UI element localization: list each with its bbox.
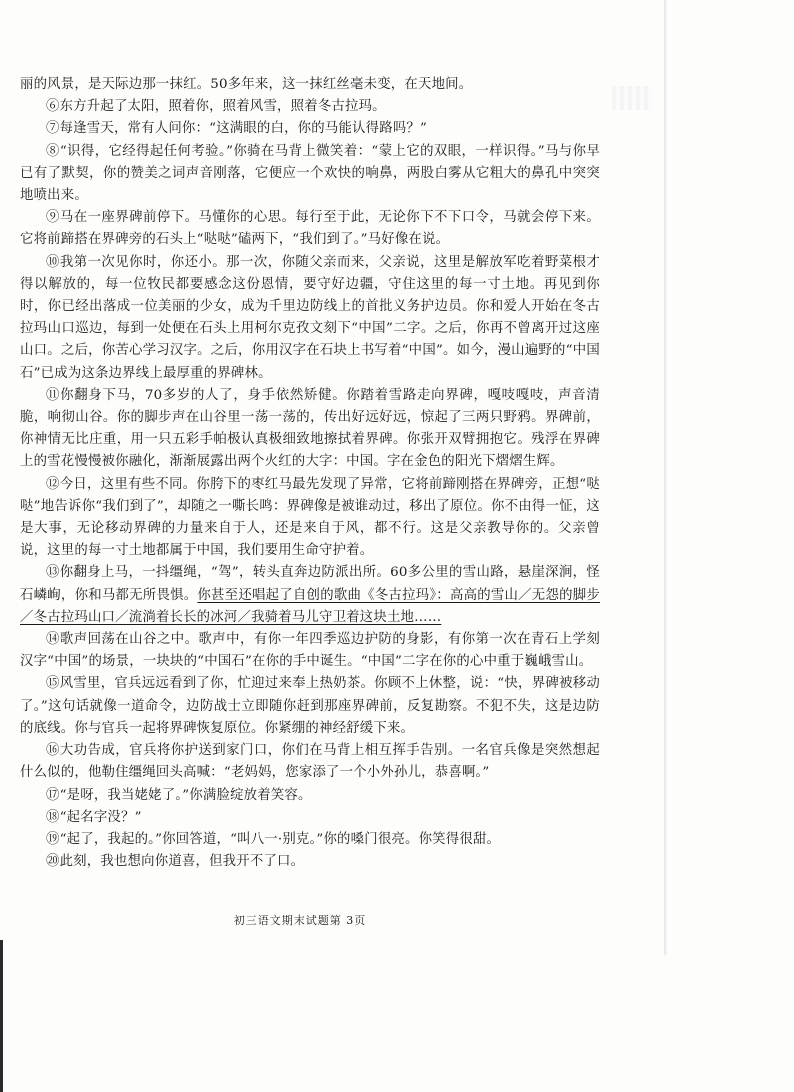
paragraph-7: ⑦每逢雪天，常有人问你：“这满眼的白，你的马能认得路吗？” — [46, 121, 428, 137]
page-footer: 初三语文期末试题第 3页 — [233, 914, 367, 927]
paragraph-13: ⑬你翻身上马，一抖缰绳，“驾”，转头直奔边防派出所。60多公里的雪山路，悬崖深涧，怪石嶙峋，你和马都无所畏惧。你甚至还唱起了自创的歌曲《冬古拉玛》：高高的雪山／无怨的脚步／冬古拉玛山口／流淌着长长的冰河／我骑着马儿守卫着这块土地…… — [20, 565, 600, 625]
paragraph-6: ⑥东方升起了太阳，照着你，照着风雪，照着冬古拉玛。 — [46, 99, 386, 115]
paragraph-12: ⑫今日，这里有些不同。你胯下的枣红马最先发现了异常，它将前蹄刚搭在界碑旁，正想“哒哒”地告诉你“我们到了”，却随之一嘶长鸣：界碑像是被谁动过，移出了原位。你不由得一怔，这是大事，无论移动界碑的力量来自于人，还是来自于风，都不行。这是父亲教导你的。父亲曾说，这里的每一寸土地都属于中国，我们要用生命守护着。 — [20, 476, 601, 559]
paragraph-continuation: 丽的风景，是天际边那一抹红。50多年来，这一抹红丝毫未变，在天地间。 — [20, 77, 473, 92]
paragraph-11: ⑪你翻身下马，70多岁的人了，身手依然矫健。你踏着雪路走向界碑，嘎吱嘎吱，声音清脆，响彻山谷。你的脚步声在山谷里一荡一荡的，传出好远好远，惊起了三两只野鸦。界碑前，你神情无比庄重，用一只五彩手帕极认真极细致地擦拭着界碑。你张开双臂拥抱它。残浮在界碑上的雪花慢慢被你融化，渐渐展露出两个火红的大字：中国。字在金色的阳光下熠熠生辉。 — [20, 387, 600, 470]
underlined-song-lyrics: 你甚至还唱起了自创的歌曲《冬古拉玛》：高高的雪山／无怨的脚步／冬古拉玛山口／流淌着长长的冰河／我骑着马儿守卫着这块土地…… — [20, 587, 600, 625]
paragraph-19: ⑲“起了，我起的。”你回答道，“叫八一·别克。”你的嗓门很亮。你笑得很甜。 — [46, 831, 501, 847]
scan-edge-left — [0, 940, 3, 1092]
paragraph-8: ⑧“识得，它经得起任何考验。”你骑在马背上微笑着：“蒙上它的双眼，一样识得。”马与你早已有了默契，你的赞美之词声音刚落，它便应一个欢快的响鼻，两股白雾从它粗大的鼻孔中突突地喷出来。 — [20, 143, 600, 204]
paragraph-9: ⑨马在一座界碑前停下。马懂你的心思。每行至于此，无论你下不下口令，马就会停下来。它将前蹄搭在界碑旁的石头上“哒哒”磕两下，“我们到了。”马好像在说。 — [20, 210, 600, 248]
paragraph-14: ⑭歌声回荡在山谷之中。歌声中，有你一年四季巡边护防的身影，有你第一次在青石上学刻汉字“中国”的场景，一块块的“中国石”在你的手中诞生。“中国”二字在你的心中重于巍峨雪山。 — [20, 632, 600, 670]
paragraph-18: ⑱“起名字没？” — [46, 809, 142, 825]
paragraph-16: ⑯大功告成，官兵将你护送到家门口，你们在马背上相互挥手告别。一名官兵像是突然想起什么似的，他勒住缰绳回头高喊：“老妈妈，您家添了一个小外孙儿，恭喜啊。” — [20, 743, 600, 781]
article-body — [20, 74, 600, 873]
paragraph-10: ⑩我第一次见你时，你还小。那一次，你随父亲而来，父亲说，这里是解放军吃着野菜根才得以解放的，每一位牧民都要感念这份恩情，要守好边疆，守住这里的每一寸土地。再见到你时，你已经出落成一位美丽的少女，成为千里边防线上的首批义务护边员。你和爱人开始在冬古拉玛山口巡边，每到一处便在石头上用柯尔克孜文刻下“中国”二字。之后，你再不曾离开过这座山口。之后，你苦心学习汉字。之后，你用汉字在石块上书写着“中国”。如今，漫山遍野的“中国石”已成为这条边界线上最厚重的界碑林。 — [20, 254, 600, 381]
scan-edge-right — [664, 0, 667, 955]
paragraph-20: ⑳此刻，我也想向你道喜，但我开不了口。 — [46, 854, 305, 870]
paragraph-15: ⑮风雪里，官兵远远看到了你，忙迎过来奉上热奶茶。你顾不上休整，说：“快，界碑被移动了。”这句话就像一道命令，边防战士立即随你赶到那座界碑前，反复勘察。不犯不失，这是边防的底线。你与官兵一起将界碑恢复原位。你紧绷的神经舒缓下来。 — [20, 676, 601, 736]
paragraph-17: ⑰“是呀，我当姥姥了。”你满脸绽放着笑容。 — [46, 787, 312, 803]
faint-bleed-through — [612, 86, 652, 110]
